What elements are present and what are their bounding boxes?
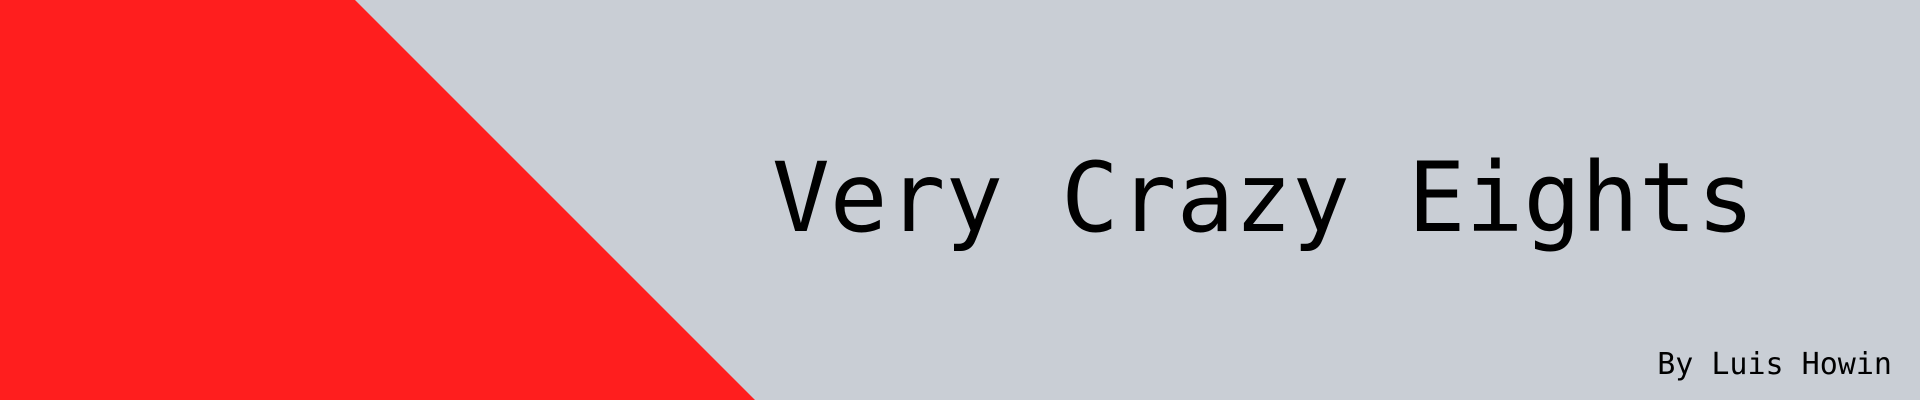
author-byline: By Luis Howin: [1657, 347, 1892, 382]
banner-title: Very Crazy Eights: [772, 142, 1755, 254]
red-trapezoid: [0, 0, 755, 400]
